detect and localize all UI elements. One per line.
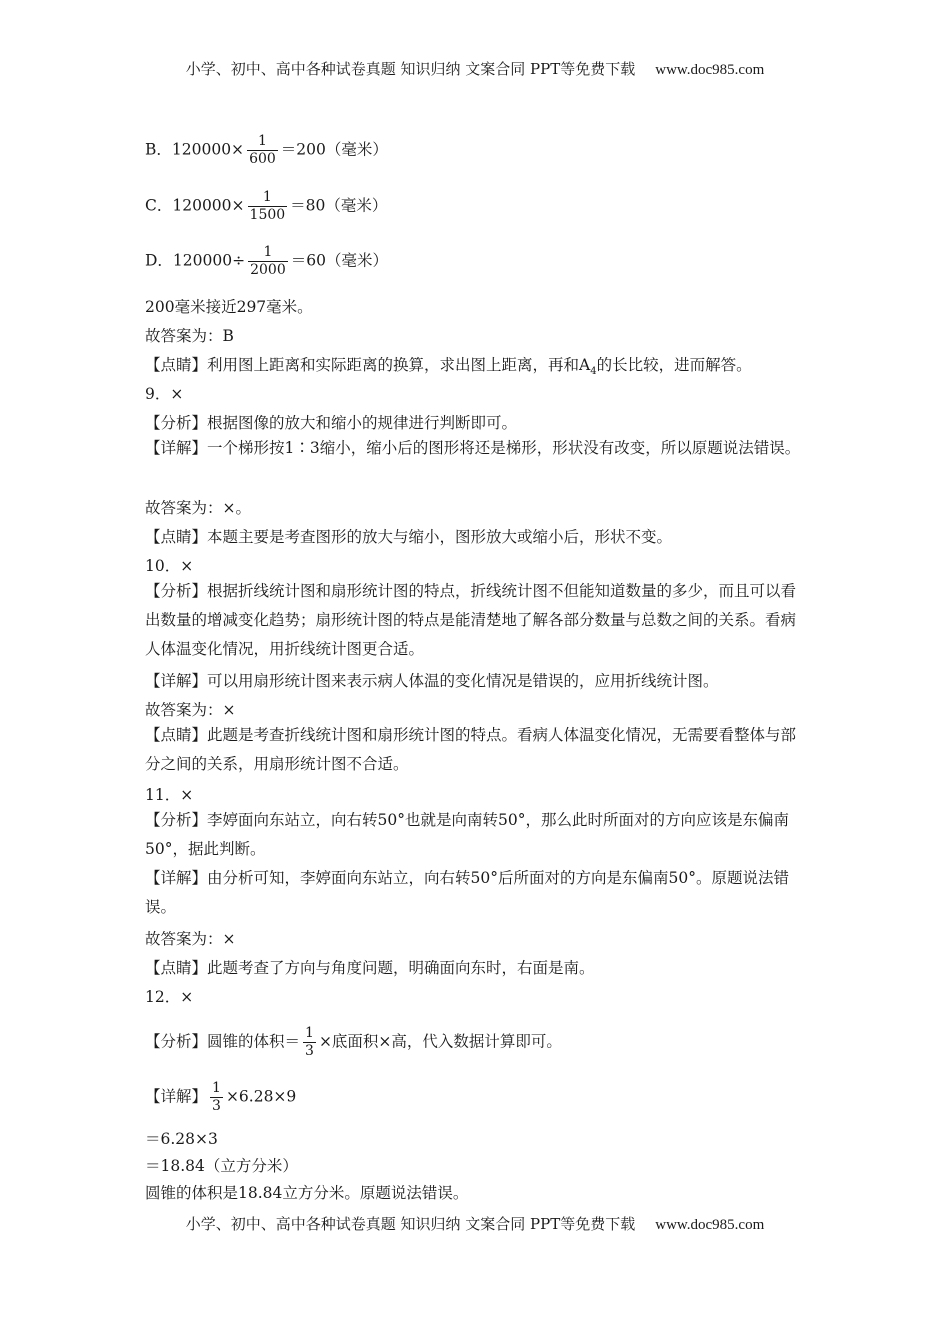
footer-url[interactable]: www.doc985.com bbox=[655, 1217, 765, 1233]
option-b: B．120000× $\frac{1}{600}$ ＝200（毫米） bbox=[145, 133, 388, 167]
question-number: 9．× bbox=[145, 385, 184, 403]
detail-line: 【详解】由分析可知，李婷面向东站立，向右转50°后所面对的方向是东偏南50°。原题说法错误。 bbox=[145, 869, 789, 916]
question-number: 12．× bbox=[145, 988, 194, 1006]
footer-title: 小学、初中、高中各种试卷真题 知识归纳 文案合同 PPT等免费下载 bbox=[185, 1215, 636, 1233]
answer-line: 故答案为：B bbox=[145, 327, 234, 345]
analysis-line: 【分析】李婷面向东站立，向右转50°也就是向南转50°，那么此时所面对的方向应该是东偏南50°，据此判断。 bbox=[145, 811, 789, 858]
analysis-line: 【分析】根据图像的放大和缩小的规律进行判断即可。 bbox=[145, 414, 518, 432]
option-c: C．120000× $\frac{1}{1500}$ ＝80（毫米） bbox=[145, 189, 388, 223]
question-number: 10．× bbox=[145, 557, 194, 575]
comment-line: 【点睛】利用图上距离和实际距离的换算，求出图上距离，再和$A_4$的长比较，进而解答。 bbox=[145, 356, 752, 378]
conclusion-line: 圆锥的体积是18.84立方分米。原题说法错误。 bbox=[145, 1184, 469, 1202]
question-number: 11．× bbox=[145, 786, 194, 804]
fraction: $\frac{1}{3}$ bbox=[212, 1080, 221, 1114]
fraction: $\frac{1}{2000}$ bbox=[250, 244, 286, 278]
answer-line: 故答案为：×。 bbox=[145, 499, 251, 517]
calc-line: ＝18.84（立方分米） bbox=[145, 1157, 298, 1175]
comment-line: 【点睛】此题是考查折线统计图和扇形统计图的特点。看病人体温变化情况，无需要看整体与部分之间的关系，用扇形统计图不合适。 bbox=[145, 726, 797, 773]
answer-line: 故答案为：× bbox=[145, 701, 236, 719]
page-footer bbox=[0, 1213, 950, 1234]
text-line: 200毫米接近297毫米。 bbox=[145, 298, 313, 316]
calc-line: ＝6.28×3 bbox=[145, 1130, 218, 1148]
fraction: $\frac{1}{1500}$ bbox=[249, 189, 286, 223]
page-header bbox=[0, 58, 950, 79]
detail-line: 【详解】一个梯形按1∶3缩小，缩小后的图形将还是梯形，形状没有改变，所以原题说法错误。 bbox=[145, 439, 801, 457]
comment-line: 【点睛】此题考查了方向与角度问题，明确面向东时，右面是南。 bbox=[145, 959, 595, 977]
answer-line: 故答案为：× bbox=[145, 930, 236, 948]
detail-line: 【详解】 $\frac{1}{3}$ ×6.28×9 bbox=[145, 1080, 297, 1114]
comment-line: 【点睛】本题主要是考查图形的放大与缩小，图形放大或缩小后，形状不变。 bbox=[145, 528, 673, 546]
detail-line: 【详解】可以用扇形统计图来表示病人体温的变化情况是错误的，应用折线统计图。 bbox=[145, 672, 719, 690]
fraction: $\frac{1}{600}$ bbox=[249, 133, 276, 167]
fraction: $\frac{1}{3}$ bbox=[305, 1025, 314, 1059]
analysis-line: 【分析】圆锥的体积＝ $\frac{1}{3}$ ×底面积×高，代入数据计算即可。 bbox=[145, 1025, 562, 1059]
analysis-line: 【分析】根据折线统计图和扇形统计图的特点，折线统计图不但能知道数量的多少，而且可以看出数量的增减变化趋势；扇形统计图的特点是能清楚地了解各部分数量与总数之间的关系。看病人体温变化情况，用折线统计图更合适。 bbox=[145, 582, 797, 658]
option-d: D．120000÷ $\frac{1}{2000}$ ＝60（毫米） bbox=[145, 244, 388, 278]
header-title: 小学、初中、高中各种试卷真题 知识归纳 文案合同 PPT等免费下载 bbox=[185, 60, 636, 78]
header-url[interactable]: www.doc985.com bbox=[655, 62, 765, 78]
